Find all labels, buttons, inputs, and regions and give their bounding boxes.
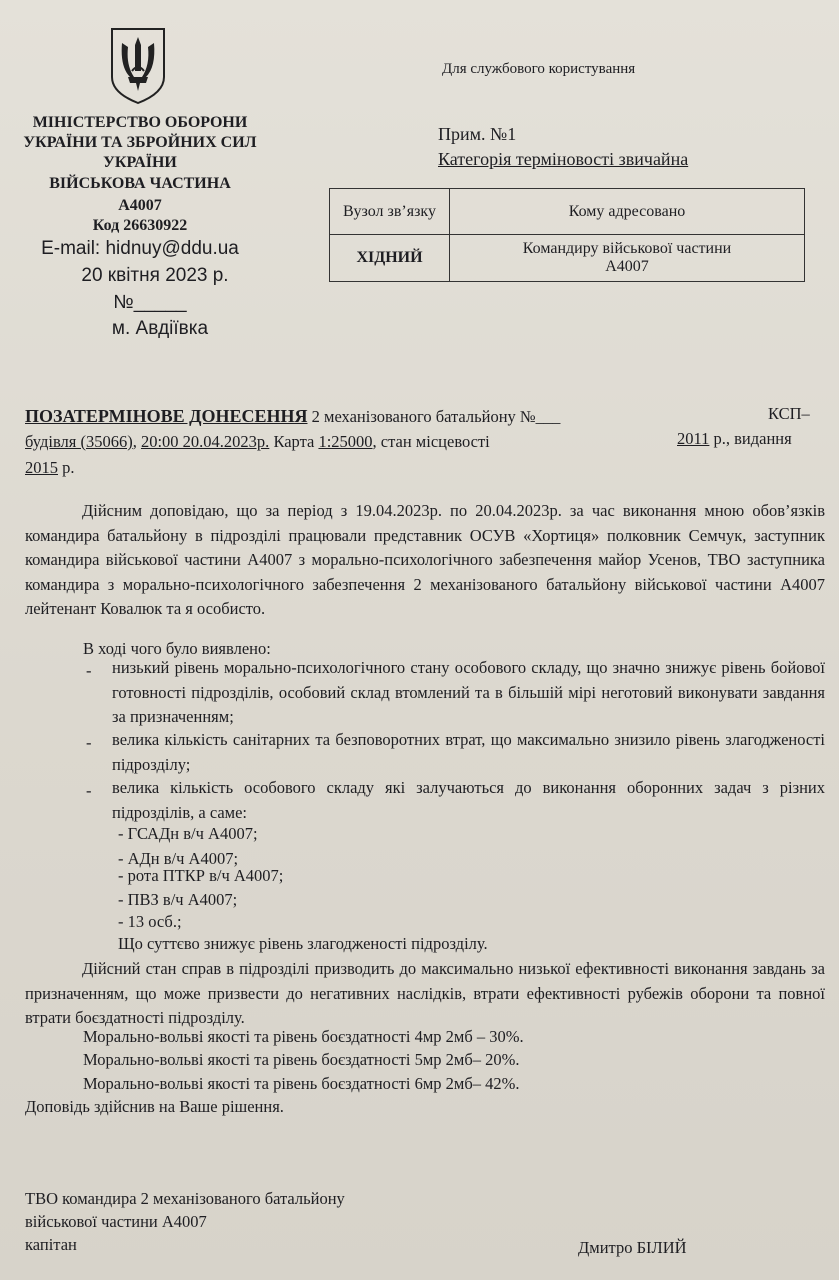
ksp-label: КСП– (768, 404, 810, 423)
unit-code: Код 26630922 (92, 217, 188, 234)
edition-label: р., видання (713, 429, 792, 448)
unit-number: А4007 (118, 197, 162, 214)
found-heading: В ході чого було виявлено: (83, 639, 271, 658)
signatory-position: ТВО командира 2 механізованого батальйону (25, 1189, 345, 1208)
restricted-stamp: Для службового користування (442, 61, 636, 77)
comm-node-value: ХІДНИЙ (330, 235, 450, 282)
urgency-category: Категорія терміновості звичайна (438, 149, 689, 169)
morale-line-4mr: Морально-вольві якості та рівень боєздатності 4мр 2мб – 30%. (83, 1027, 524, 1046)
addressee-header: Кому адресовано (450, 189, 805, 235)
report-location-line: будівля (35066), 20:00 20.04.2023р. Карта 1:25000, стан місцевості (25, 432, 490, 451)
unit-item: - ГСАДн в/ч А4007; (118, 824, 258, 843)
unit-line: ВІЙСЬКОВА ЧАСТИНА (49, 175, 231, 192)
readiness-note: Що суттєво знижує рівень злагодженості підрозділу. (118, 934, 488, 953)
map-scale: 1:25000 (318, 432, 373, 451)
signatory-unit: військової частини А4007 (25, 1212, 207, 1231)
comm-node-header: Вузол зв’язку (330, 189, 450, 235)
situation-paragraph: Дійсний стан справ в підрозділі призводить до максимально низької ефективності виконання завдань за призначенням, що може призвести до негативних наслідків, втрати ефективності рубежів оборони та повної втрати боєздатності підрозділу. (25, 959, 825, 1027)
bullet-item-1: низький рівень морально-психологічного стану особового складу, що значно знижує рівень бойової готовності підрозділів, особовий склад втомлений та в більшій мірі неготовий виконувати завдання за призначенням; (112, 658, 825, 726)
map-label: Карта (273, 432, 315, 451)
decision-line: Доповідь здійснив на Ваше рішення. (25, 1097, 284, 1116)
building-ref: будівля (35066) (25, 432, 133, 451)
report-title: ПОЗАТЕРМІНОВЕ ДОНЕСЕННЯ (25, 406, 308, 426)
bullet-dash: - (86, 661, 92, 680)
email-line: E-mail: hidnuy@ddu.ua (41, 238, 239, 259)
terrain-year: 2011 (677, 429, 710, 448)
terrain-label: , стан місцевості (372, 432, 490, 451)
report-title-line (25, 406, 560, 427)
ministry-line-1: МІНІСТЕРСТВО ОБОРОНИ (32, 114, 248, 131)
unit-item: - АДн в/ч А4007; (118, 849, 239, 868)
date-line: 20 квітня 2023 р. (81, 265, 229, 286)
bullet-item-3: велика кількість особового складу які залучаються до виконання оборонних задач з різних підрозділів, а саме: (112, 778, 825, 822)
copy-note: Прим. №1 (438, 124, 517, 144)
edition-year-line: 2015 р. (25, 458, 75, 477)
intro-paragraph: Дійсним доповідаю, що за період з 19.04.2023р. по 20.04.2023р. за час виконання мною обов’язків командира батальйону в підрозділі працювали представник ОСУВ «Хортиця» полковник Семчук, заступник командира військової частини А4007 з морально-психологічного забезпечення майор Усенов, ТВО заступника командира з морально-психологічного забезпечення 2 механізованого батальйону військової частини А4007 лейтенант Ковалюк та я особисто. (25, 501, 825, 618)
unit-item: - ПВЗ в/ч А4007; (118, 890, 238, 909)
city-line: м. Авдіївка (111, 318, 209, 339)
outgoing-number: №_____ (113, 292, 187, 313)
addressee-value: Командиру військової частини А4007 (450, 235, 805, 282)
report-time: 20:00 20.04.2023р. (140, 432, 270, 451)
bullet-item-2: велика кількість санітарних та безповоротних втрат, що максимально знизило рівень злагодженості підрозділу; (112, 730, 825, 774)
unit-item: - 13 осб.; (118, 912, 182, 931)
edition-year: 2015 (25, 458, 58, 477)
bullet-dash: - (86, 733, 92, 752)
ministry-line-2: УКРАЇНИ ТА ЗБРОЙНИХ СИЛ (23, 134, 257, 151)
terrain-year-line (677, 429, 792, 449)
signatory-name: Дмитро БІЛИЙ (578, 1238, 687, 1257)
bullet-dash: - (86, 781, 92, 800)
signatory-rank: капітан (25, 1235, 77, 1254)
trident-emblem-icon (108, 27, 168, 105)
unit-item: - рота ПТКР в/ч А4007; (118, 866, 284, 885)
morale-line-6mr: Морально-вольві якості та рівень боєздатності 6мр 2мб– 42%. (83, 1074, 520, 1093)
report-title-rest: 2 механізованого батальйону №___ (311, 407, 561, 426)
address-table (329, 188, 805, 282)
morale-line-5mr: Морально-вольві якості та рівень боєздатності 5мр 2мб– 20%. (83, 1050, 520, 1069)
ministry-line-3: УКРАЇНИ (103, 154, 177, 171)
